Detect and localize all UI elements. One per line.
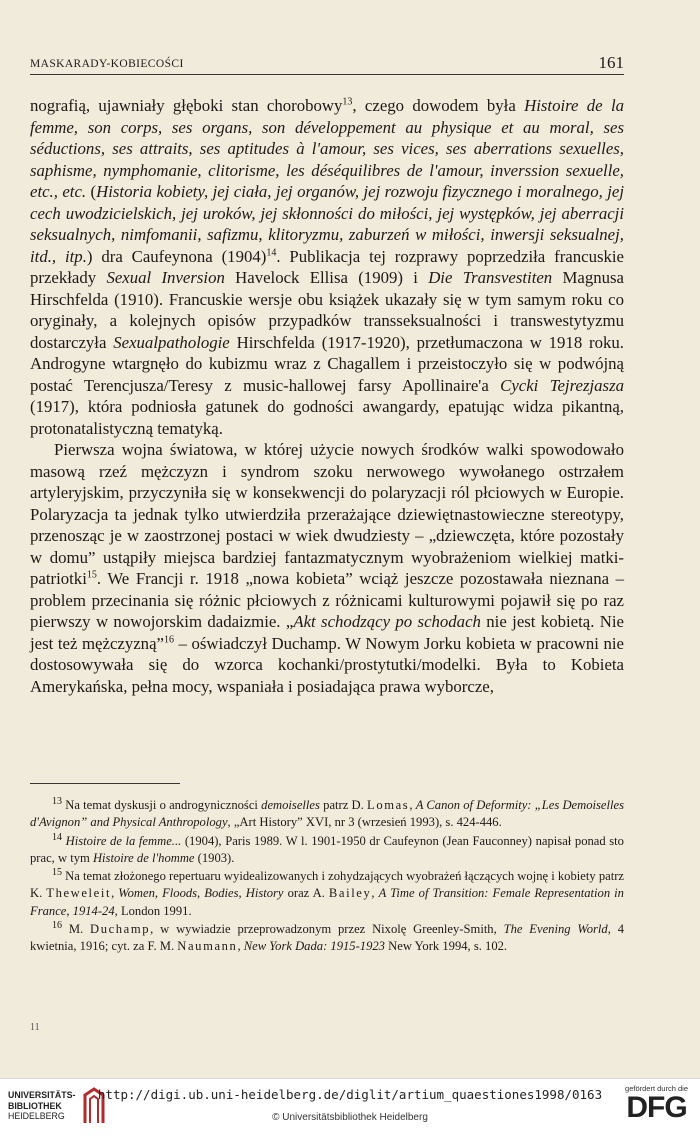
library-name-line1: UNIVERSITÄTS- bbox=[8, 1090, 76, 1101]
signature-mark: 11 bbox=[30, 1022, 40, 1033]
funded-by-label: gefördert durch die bbox=[625, 1084, 688, 1093]
running-title: MASKARADY-KOBIECOŚCI bbox=[30, 58, 184, 70]
paragraph-2: Pierwsza wojna światowa, w której użycie nowych środków walki spowodowało masową rzeź mężczyzn i syndrom szoku nerwowego wywołanego ostrzałem artyleryjskim, przyczyniła się w konsekwencji do polaryzacji ról płciowych w Europie. Polaryzacja ta jednak tylko utwierdziła przerażające dziewiętnastowieczne stereotypy, przenosząc je w zaostrzonej postaci w wiek dwudziesty – „dziewczęta, które pozostały w domu” ustąpiły miejsca bardziej fantazmatycznym wyobrażeniom wielkiej matki-patriotki$^{15}$. We Francji r. 1918 „nowa kobieta” wciąż jeszcze pozostawała nieznana – problem przecinania się różnic płciowych z różnicami kulturowymi pojawił się po raz pierwszy w nowojorskim dadaizmie. „Akt schodzący po schodach nie jest kobietą. Nie jest też mężczyzną”$^{16}$ – oświadczył Duchamp. W Nowym Jorku kobieta w pracowni nie dostosowywała się do wzorca kochanki/prostytutki/modelki. Była to Kobieta Amerykańska, pełna mocy, wspaniała i posiadająca prawa wyborcze, bbox=[30, 440, 625, 696]
copyright-notice: © Universitätsbibliothek Heidelberg bbox=[272, 1112, 428, 1123]
paragraph-1: nografią, ujawniały głęboki stan chorobowy$^{13}$, czego dowodem była Histoire de la femme, son corps, ses organs, son développement au physique et au moral, ses séductions, ses attraits, ses aptitudes à l'amour, ses vices, ses aberrations sexuelles, saphisme, nymphomanie, clitorisme, les déséquilibres de l'amour, inverssion sexuelle, etc., etc. (Historia kobiety, jej ciała, jej organów, jej rozwoju fizycznego i moralnego, jej cech uwodzicielskich, jej uroków, jej skłonności do miłości, jej występków, jej aberracji seksualnych, nimfomanii, safizmu, klitoryzmu, zaburzeń w miłości, inwersji seksualnej, itd., itp.) dra Caufeynona $(1904)^{14}$. Publikacja tej rozprawy poprzedziła francuskie przekłady Sexual Inversion Havelock Ellisa (1909) i Die Transvestiten Magnusa Hirschfelda (1910). Francuskie wersje obu książek ukazały się w tym samym roku co oryginały, a kolejnych opisów przypadków transseksualności i transwestytyzmu dostarczyła Sexualpathologie Hirschfelda (1917-1920), przetłumaczona w 1918 roku. Androgyne wtargnęło do kubizmu wraz z Chagallem i przeistoczyło się w podwójną postać Terencjusza/Teresy z music-hallowej farsy Apollinaire'a Cycki Tejrezjasza (1917), która podniosła gatunek do godności awangardy, epatując widza pikantną, protonatalistyczną tematyką. bbox=[30, 96, 625, 438]
permalink-url[interactable]: http://digi.ub.uni-heidelberg.de/diglit/artium_quaestiones1998/0163 bbox=[97, 1087, 603, 1102]
library-name-line3: HEIDELBERG bbox=[8, 1111, 65, 1122]
library-name-line2: BIBLIOTHEK bbox=[8, 1100, 62, 1111]
footnote-separator bbox=[30, 783, 180, 784]
funder-logo[interactable] bbox=[625, 1084, 688, 1123]
footnote-16: $^{16}$ M. Duchamp, w wywiadzie przeprowadzonym przez Nixolę Greenley-Smith, The Evening World, 4 kwietnia, 1916; cyt. za F. M. Naumann, New York Dada: 1915-1923 New York 1994, s. 102. bbox=[30, 919, 625, 954]
main-text bbox=[30, 95, 624, 697]
digitization-footer bbox=[0, 1078, 700, 1136]
footnote-15: $^{15}$ Na temat złożonego repertuaru wyidealizowanych i zohydzających wyobrażeń łączących wojnę i kobiety patrz K. Theweleit, Women, Floods, Bodies, History oraz A. Bailey, A Time of Transition: Female Representation in France, 1914-24, London 1991. bbox=[30, 867, 624, 918]
dfg-logo-text: DFG bbox=[626, 1091, 687, 1124]
page-number: 161 bbox=[598, 53, 624, 72]
footnote-14: $^{14}$ Histoire de la femme... (1904), Paris 1989. W l. 1901-1950 dr Caufeynon (Jean Fauconney) napisał ponad sto prac, w tym Histoire de l'homme (1903). bbox=[30, 831, 624, 865]
page-header bbox=[30, 48, 624, 75]
footnotes bbox=[30, 797, 624, 957]
footnote-13: $^{13}$ Na temat dyskusji o androgyniczności demoiselles patrz D. Lomas, A Canon of Deformity: „Les Demoiselles d'Avignon” and Physical Anthropology, „Art History” XVI, nr 3 (wrzesień 1993), s. 424-446. bbox=[30, 795, 625, 830]
